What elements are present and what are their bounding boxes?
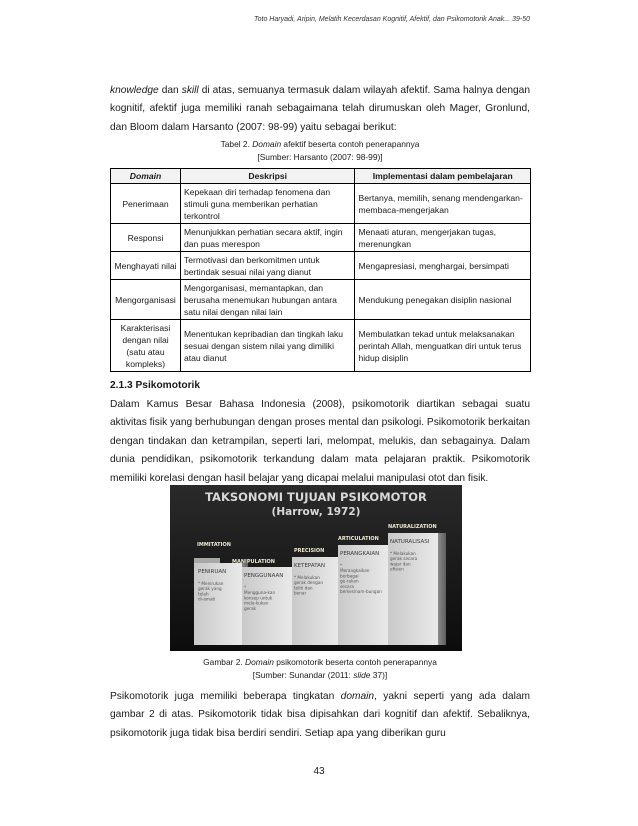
figure-caption-rest: psikomotorik beserta contoh penerapannya [273, 657, 437, 667]
cell-implementasi: Menaati aturan, mengerjakan tugas, merenungkan [355, 224, 531, 252]
cell-deskripsi: Termotivasi dan berkomitmen untuk bertindak sesuai nilai yang dianut [180, 252, 355, 280]
closing-text-a: Psikomotorik juga memiliki beberapa tingkatan [110, 691, 341, 702]
psikomotorik-paragraph: Dalam Kamus Besar Bahasa Indonesia (2008), psikomotorik diartikan sebagai suatu aktivitas fisik yang berhubungan dengan proses mental dan psikologi. Psikomotorik berkaitan dengan tindakan dan ketrampilan, seperti lari, melompat, melukis, dan sebagainya. Dalam dunia pendidikan, psikomotorik terkandung dalam mata pelajaran praktik. Psikomotorik memiliki korelasi dengan hasil belajar yang dicapai melalui manipulasi otot dan fisik. [110, 399, 530, 484]
term-domain: domain [340, 691, 375, 702]
cell-implementasi: Mengapresiasi, menghargai, bersimpati [355, 252, 531, 280]
step-desc: * Menirukan gerak yang telah di-amati [198, 581, 224, 602]
step-desc: * Mengguna-kan konsep untuk mela-kukan gerak [244, 585, 276, 611]
table-row [111, 184, 531, 224]
step-level-label: NATURALIZATION [388, 524, 437, 530]
step-name: PENIRUAN [198, 569, 227, 575]
term-knowledge: knowledge [110, 85, 159, 96]
cell-deskripsi: Menentukan kepribadian dan tingkah laku sesuai dengan sistem nilai yang dimiliki atau dianut [180, 320, 355, 372]
figure-caption-italic: Domain [245, 657, 274, 667]
cell-deskripsi: Mengorganisasi, memantapkan, dan berusaha menemukan hubungan antara satu nilai dengan nilai lain [180, 280, 355, 320]
step-level-label: ARTICULATION [338, 536, 379, 542]
step-level-label: IMMITATION [197, 542, 231, 548]
cell-implementasi: Mendukung penegakan disiplin nasional [355, 280, 531, 320]
col-header-deskripsi: Deskripsi [180, 169, 355, 184]
step-desc: * Merangkaikan berbagai ge-rakan secara berkesinam-bungan [340, 563, 382, 594]
step-naturalization [388, 524, 446, 645]
step-level-label: MANIPULATION [232, 559, 275, 565]
cell-implementasi: Membulatkan tekad untuk melaksanakan perintah Allah, menguatkan diri untuk terus hidup disiplin [355, 320, 531, 372]
col-header-implementasi: Implementasi dalam pembelajaran [355, 169, 531, 184]
intro-paragraph [110, 82, 530, 137]
table-row [111, 224, 531, 252]
table-row [111, 252, 531, 280]
cell-implementasi: Bertanya, memilih, senang mendengarkan-membaca-mengerjakan [355, 184, 531, 224]
table-row [111, 320, 531, 372]
step-name: PENGGUNAAN [244, 573, 284, 579]
figure-caption-source: [Sumber: Sunandar (2011: slide 37)] [252, 670, 388, 680]
cell-domain: Karakterisasi dengan nilai (satu atau kompleks) [111, 320, 181, 372]
step-name: KETEPATAN [294, 563, 326, 569]
closing-paragraph [110, 688, 530, 743]
cell-domain: Mengorganisasi [111, 280, 181, 320]
figure-subtitle: (Harrow, 1972) [271, 506, 361, 518]
running-header: Toto Haryadi, Aripin, Melatih Kecerdasan Kognitif, Afektif, dan Psikomotorik Anak... 39-50 [254, 16, 530, 23]
cell-domain: Penerimaan [111, 184, 181, 224]
step-precision [292, 548, 344, 645]
step-desc: * Melakukan gerak dengan teliti dan benar [294, 575, 324, 596]
figure-caption-prefix: Gambar 2. [203, 657, 246, 667]
step-desc: * Melakukan gerak secara wajar dan efisien [390, 551, 418, 572]
figure-title: TAKSONOMI TUJUAN PSIKOMOTOR [205, 490, 427, 504]
table-caption-italic: Domain [252, 139, 282, 149]
step-articulation [338, 536, 394, 645]
cell-deskripsi: Kepekaan diri terhadap fenomena dan stimuli guna memberikan perhatian terkontrol [180, 184, 355, 224]
table-caption-rest: afektif beserta contoh penerapannya [281, 139, 420, 149]
table-caption [110, 138, 530, 164]
term-skill: skill [181, 85, 199, 96]
cell-domain: Responsi [111, 224, 181, 252]
table-caption-source: [Sumber: Harsanto (2007: 98-99)] [257, 152, 383, 162]
table-row [111, 280, 531, 320]
closing-text-b: , yakni seperti yang ada dalam gambar 2 di atas. Psikomotorik tidak bisa dipisahkan dari kognitif dan afektif. Sebaliknya, psikomotorik juga tidak bisa berdiri sendiri. Setiap apa yang diberikan guru [110, 691, 530, 739]
figure-caption [110, 656, 530, 682]
table-header-row [111, 169, 531, 184]
cell-domain: Menghayati nilai [111, 252, 181, 280]
step-name: NATURALISASI [390, 539, 430, 545]
col-header-domain: Domain [111, 169, 181, 184]
page-number: 43 [313, 766, 325, 777]
cell-deskripsi: Menunjukkan perhatian secara aktif, ingin dan puas merespon [180, 224, 355, 252]
taxonomy-staircase-graphic [170, 485, 462, 651]
step-name: PERANGKAIAN [340, 551, 380, 557]
step-level-label: PRECISION [294, 548, 325, 554]
section-heading-psikomotorik: 2.1.3 Psikomotorik [110, 380, 201, 391]
affective-domain-table [110, 168, 531, 372]
intro-text-b: di atas, semuanya termasuk dalam wilayah afektif. Sama halnya dengan kognitif, afektif juga memiliki ranah sebagaimana telah dirumuskan oleh Mager, Gronlund, dan Bloom dalam Harsanto (2007: 98-99) yaitu sebagai berikut: [110, 85, 530, 133]
intro-text-a: dan [158, 85, 182, 96]
table-caption-prefix: Tabel 2. [220, 139, 253, 149]
psychomotor-taxonomy-figure [170, 485, 462, 651]
